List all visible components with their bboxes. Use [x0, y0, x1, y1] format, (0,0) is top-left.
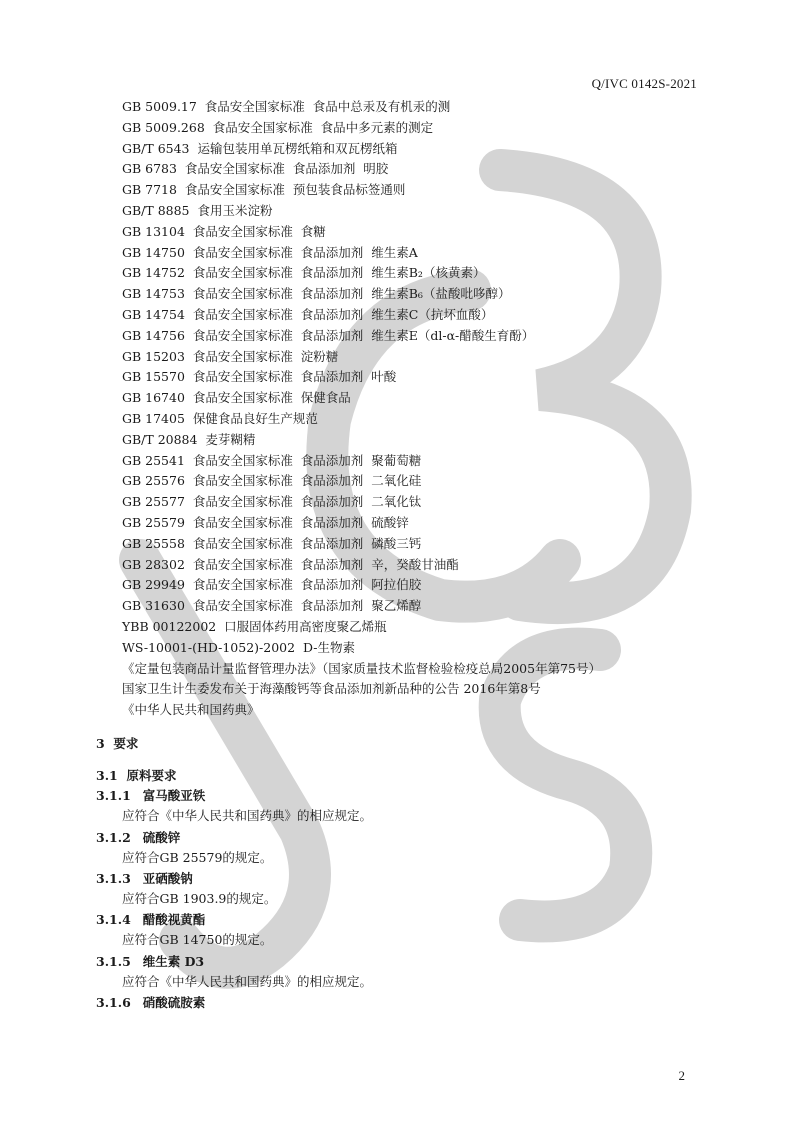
subsection-number: 3.1.4 — [96, 912, 131, 927]
subsection-title: 醋酸视黄酯 — [142, 912, 206, 927]
subsection-heading — [96, 828, 180, 846]
reference-item: GB 25541 食品安全国家标准 食品添加剂 聚葡萄糖 — [122, 452, 422, 468]
reference-item: GB 14754 食品安全国家标准 食品添加剂 维生素C（抗坏血酸） — [122, 306, 494, 322]
reference-item: GB 25577 食品安全国家标准 食品添加剂 二氧化钛 — [122, 494, 422, 510]
reference-item: GB 29949 食品安全国家标准 食品添加剂 阿拉伯胶 — [122, 577, 422, 593]
reference-item: WS-10001-(HD-1052)-2002 D-生物素 — [122, 639, 355, 655]
section-3-1-heading: 3.1 原料要求 — [96, 768, 177, 783]
subsection-title: 硝酸硫胺素 — [142, 995, 206, 1010]
subsection-body: 应符合《中华人民共和国药典》的相应规定。 — [122, 808, 373, 823]
subsection-title: 亚硒酸钠 — [142, 871, 193, 886]
subsection-heading — [96, 993, 205, 1011]
subsection-heading — [96, 869, 193, 887]
reference-item: YBB 00122002 口服固体药用高密度聚乙烯瓶 — [122, 618, 387, 634]
reference-item: GB 5009.268 食品安全国家标准 食品中多元素的测定 — [122, 119, 434, 135]
subsection-number: 3.1.5 — [96, 954, 131, 969]
subsection-heading — [96, 952, 204, 970]
subsection-body: 应符合GB 1903.9的规定。 — [122, 891, 277, 906]
reference-item: GB 25579 食品安全国家标准 食品添加剂 硫酸锌 — [122, 514, 409, 530]
subsection-title: 硫酸锌 — [142, 830, 181, 845]
reference-item: GB/T 6543 运输包装用单瓦楞纸箱和双瓦楞纸箱 — [122, 140, 398, 156]
reference-item: GB 14752 食品安全国家标准 食品添加剂 维生素B₂（核黄素） — [122, 265, 486, 281]
reference-item: GB 7718 食品安全国家标准 预包装食品标签通则 — [122, 182, 406, 198]
reference-list — [122, 97, 601, 721]
reference-item: GB 15203 食品安全国家标准 淀粉糖 — [122, 348, 339, 364]
reference-item: GB 31630 食品安全国家标准 食品添加剂 聚乙烯醇 — [122, 598, 422, 614]
reference-item: 《中华人民共和国药典》 — [122, 702, 260, 718]
subsection-title: 维生素 D3 — [142, 954, 205, 969]
reference-item: GB 14756 食品安全国家标准 食品添加剂 维生素E（dl-α-醋酸生育酚） — [122, 327, 535, 343]
reference-item: GB 25576 食品安全国家标准 食品添加剂 二氧化硅 — [122, 473, 422, 489]
reference-item: GB 5009.17 食品安全国家标准 食品中总汞及有机汞的测 — [122, 99, 451, 114]
reference-item: GB/T 8885 食用玉米淀粉 — [122, 202, 273, 218]
subsection-heading — [96, 910, 205, 928]
reference-item: GB 17405 保健食品良好生产规范 — [122, 410, 318, 426]
subsection-body: 应符合GB 14750的规定。 — [122, 932, 273, 947]
page-number: 2 — [678, 1068, 685, 1083]
reference-item: GB 25558 食品安全国家标准 食品添加剂 磷酸三钙 — [122, 535, 422, 551]
section-3-heading: 3 要求 — [96, 736, 139, 751]
subsection-body: 应符合GB 25579的规定。 — [122, 850, 273, 865]
document-code: Q/IVC 0142S-2021 — [591, 76, 697, 91]
subsection-number: 3.1.2 — [96, 830, 131, 845]
reference-item: GB 13104 食品安全国家标准 食糖 — [122, 223, 326, 239]
reference-item: GB 16740 食品安全国家标准 保健食品 — [122, 390, 351, 406]
subsection-body: 应符合《中华人民共和国药典》的相应规定。 — [122, 974, 373, 989]
subsection-title: 富马酸亚铁 — [142, 788, 206, 803]
subsection-number: 3.1.3 — [96, 871, 131, 886]
subsection-number: 3.1.6 — [96, 995, 131, 1010]
subsection-number: 3.1.1 — [96, 788, 131, 803]
subsection-heading — [96, 786, 205, 804]
reference-item: GB 6783 食品安全国家标准 食品添加剂 明胶 — [122, 161, 389, 177]
reference-item: GB 14750 食品安全国家标准 食品添加剂 维生素A — [122, 244, 418, 260]
reference-item: GB 14753 食品安全国家标准 食品添加剂 维生素B₆（盐酸吡哆醇） — [122, 286, 511, 302]
reference-item: 国家卫生计生委发布关于海藻酸钙等食品添加剂新品种的公告 2016年第8号 — [122, 681, 541, 697]
reference-item: GB 15570 食品安全国家标准 食品添加剂 叶酸 — [122, 369, 397, 385]
reference-item: GB 28302 食品安全国家标准 食品添加剂 辛，癸酸甘油酯 — [122, 556, 459, 572]
reference-item: GB/T 20884 麦芽糊精 — [122, 431, 256, 447]
reference-item: 《定量包装商品计量监督管理办法》（国家质量技术监督检验检疫总局2005年第75号） — [122, 660, 601, 676]
